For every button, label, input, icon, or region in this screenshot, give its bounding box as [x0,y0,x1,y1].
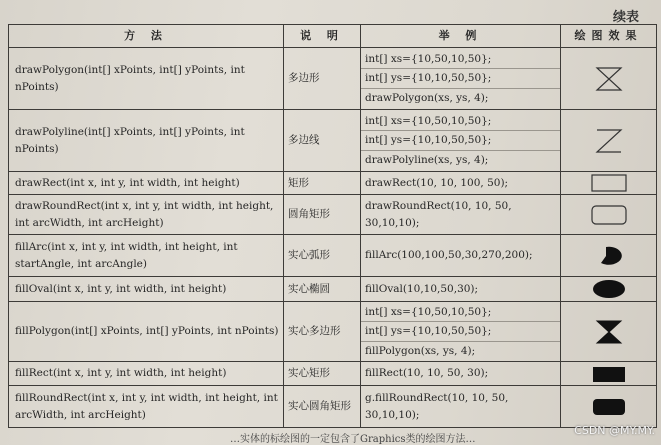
filled-hourglass-icon [593,318,625,346]
header-description: 说 明 [284,25,361,48]
description-cell: 多边线 [284,110,361,172]
method-cell: fillArc(int x, int y, int width, int height, int startAngle, int arcAngle) [9,235,284,277]
table-row [9,277,657,302]
method-cell: drawPolyline(int[] xPoints, int[] yPoints, int nPoints) [9,110,284,172]
filled-roundrect-icon [589,396,629,418]
table-row [9,195,657,235]
example-line: int[] xs={10,50,10,50}; [361,50,560,69]
effect-cell [561,235,657,277]
description-cell: 实心弧形 [284,235,361,277]
example-cell [361,48,561,110]
filled-oval-icon [589,278,629,300]
description-cell: 实心椭圆 [284,277,361,302]
rect-outline-icon [589,173,629,193]
effect-cell [561,172,657,195]
description-cell: 圆角矩形 [284,195,361,235]
roundrect-outline-icon [589,204,629,226]
header-method: 方 法 [9,25,284,48]
example-line: drawRect(10, 10, 100, 50); [365,176,509,189]
example-line: drawRoundRect(10, 10, 50, 30,10,10); [365,200,512,229]
method-cell: fillRect(int x, int y, int width, int height) [9,362,284,386]
example-line: fillArc(100,100,50,30,270,200); [365,249,533,262]
example-cell [361,386,561,428]
example-cell [361,302,561,362]
example-line: fillPolygon(xs, ys, 4); [365,344,476,357]
description-cell: 多边形 [284,48,361,110]
effect-cell [561,195,657,235]
example-line: int[] ys={10,10,50,50}; [361,131,560,150]
table-header-row [9,25,657,48]
watermark: CSDN @MY.MY. [574,424,655,437]
description-cell: 矩形 [284,172,361,195]
filled-arc-icon [592,244,626,268]
example-line: int[] xs={10,50,10,50}; [361,112,560,131]
example-cell [361,110,561,172]
method-cell: drawRect(int x, int y, int width, int height) [9,172,284,195]
hourglass-outline-icon [593,65,625,93]
table-row [9,48,657,110]
table-row [9,386,657,428]
example-cell [361,277,561,302]
graphics-methods-table [8,24,657,428]
example-cell [361,195,561,235]
footer-text: …实体的标绘图的一定包含了Graphics类的绘图方法… [230,434,476,445]
effect-cell [561,302,657,362]
table-row [9,172,657,195]
description-cell: 实心矩形 [284,362,361,386]
method-cell: drawPolygon(int[] xPoints, int[] yPoints, int nPoints) [9,48,284,110]
continued-label: 续表 [612,10,639,25]
example-line: drawPolygon(xs, ys, 4); [365,91,489,104]
example-cell [361,235,561,277]
effect-cell [561,48,657,110]
effect-cell [561,362,657,386]
filled-rect-icon [589,364,629,384]
method-cell: fillRoundRect(int x, int y, int width, int height, int arcWidth, int arcHeight) [9,386,284,428]
z-polyline-icon [593,127,625,155]
example-cell [361,172,561,195]
example-cell [361,362,561,386]
example-line: int[] ys={10,10,50,50}; [361,322,560,341]
description-cell: 实心圆角矩形 [284,386,361,428]
table-row [9,110,657,172]
method-cell: drawRoundRect(int x, int y, int width, int height, int arcWidth, int arcHeight) [9,195,284,235]
effect-cell [561,277,657,302]
table-row [9,235,657,277]
example-line: fillRect(10, 10, 50, 30); [365,367,489,380]
example-line: g.fillRoundRect(10, 10, 50, 30,10,10); [365,392,509,421]
method-cell: fillOval(int x, int y, int width, int height) [9,277,284,302]
description-cell: 实心多边形 [284,302,361,362]
example-line: int[] ys={10,10,50,50}; [361,69,560,88]
effect-cell [561,386,657,428]
effect-cell [561,110,657,172]
table-row [9,302,657,362]
example-line: int[] xs={10,50,10,50}; [361,303,560,322]
header-effect: 绘图效果 [561,25,657,48]
header-example: 举 例 [361,25,561,48]
example-line: drawPolyline(xs, ys, 4); [365,153,489,166]
method-cell: fillPolygon(int[] xPoints, int[] yPoints, int nPoints) [9,302,284,362]
example-line: fillOval(10,10,50,30); [365,282,479,295]
table-row [9,362,657,386]
